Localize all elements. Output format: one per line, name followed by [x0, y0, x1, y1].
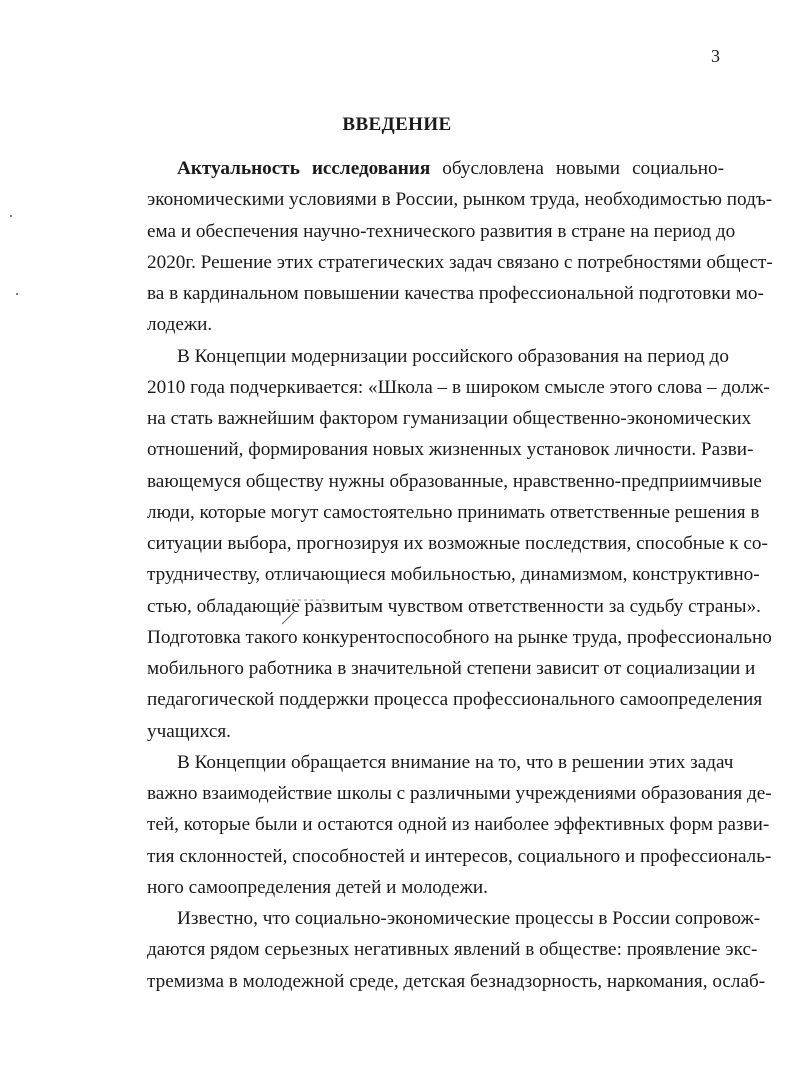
text-line: лодежи. [147, 314, 213, 336]
body-text [147, 153, 773, 997]
text-line: люди, которые могут самостоятельно принимать ответственные решения в [147, 501, 760, 523]
text-line: В Концепции обращается внимание на то, что в решении этих задач [177, 751, 734, 773]
text-line [147, 153, 724, 184]
text-line: 2010 года подчеркивается: «Школа – в широком смысле этого слова – долж- [147, 376, 770, 398]
paragraph [147, 153, 773, 341]
text-line: трудничеству, отличающиеся мобильностью, динамизмом, конструктивно- [147, 564, 760, 586]
text-line: на стать важнейшим фактором гуманизации общественно-экономических [147, 408, 752, 429]
text-line: Подготовка такого конкурентоспособного на рынке труда, профессионально [147, 626, 772, 648]
text-line: мобильного работника в значительной степени зависит от социализации и [147, 658, 756, 679]
text-line: Известно, что социально-экономические процессы в России сопровож- [177, 908, 761, 929]
text-line: тия склонностей, способностей и интересов, социального и профессиональ- [147, 845, 772, 867]
text-line: вающемуся обществу нужны образованные, нравственно-предприимчивые [147, 470, 762, 492]
text-line: 2020г. Решение этих стратегических задач связано с потребностями общест- [147, 251, 773, 273]
text-line: тремизма в молодежной среде, детская безнадзорность, наркомания, ослаб- [147, 970, 766, 992]
text-line: ного самоопределения детей и молодежи. [147, 876, 488, 898]
section-heading: ВВЕДЕНИЕ [342, 114, 452, 135]
page-number: 3 [711, 46, 720, 66]
bold-lead-phrase: Актуальность исследования [177, 158, 431, 179]
scan-margin-dot [16, 293, 18, 295]
paragraph [147, 903, 766, 997]
text-line: тей, которые были и остаются одной из наиболее эффективных форм разви- [147, 814, 770, 836]
line-text: обусловлена новыми социально- [442, 158, 724, 179]
text-line: важно взаимодействие школы с различными учреждениями образования де- [147, 783, 772, 804]
text-line: ситуации выбора, прогнозируя их возможные последствия, способные к со- [147, 533, 768, 554]
scan-margin-dot [10, 215, 12, 217]
text-line: экономическими условиями в России, рынком труда, необходимостью подъ- [147, 189, 773, 211]
text-line: стью, обладающие развитым чувством ответственности за судьбу страны». [147, 595, 761, 617]
text-line: даются рядом серьезных негативных явлений в обществе: проявление экс- [147, 939, 758, 961]
text-line: В Концепции модернизации российского образования на период до [177, 345, 729, 367]
text-line: ема и обеспечения научно-технического развития в стране на период до [147, 220, 736, 242]
text-line: педагогической поддержки процесса профессионального самоопределения [147, 689, 763, 711]
paragraph [147, 747, 772, 903]
paragraph [147, 341, 772, 747]
text-line: отношений, формирования новых жизненных установок личности. Разви- [147, 439, 754, 461]
text-line: учащихся. [147, 720, 231, 742]
text-line: ва в кардинальном повышении качества профессиональной подготовки мо- [147, 283, 764, 304]
